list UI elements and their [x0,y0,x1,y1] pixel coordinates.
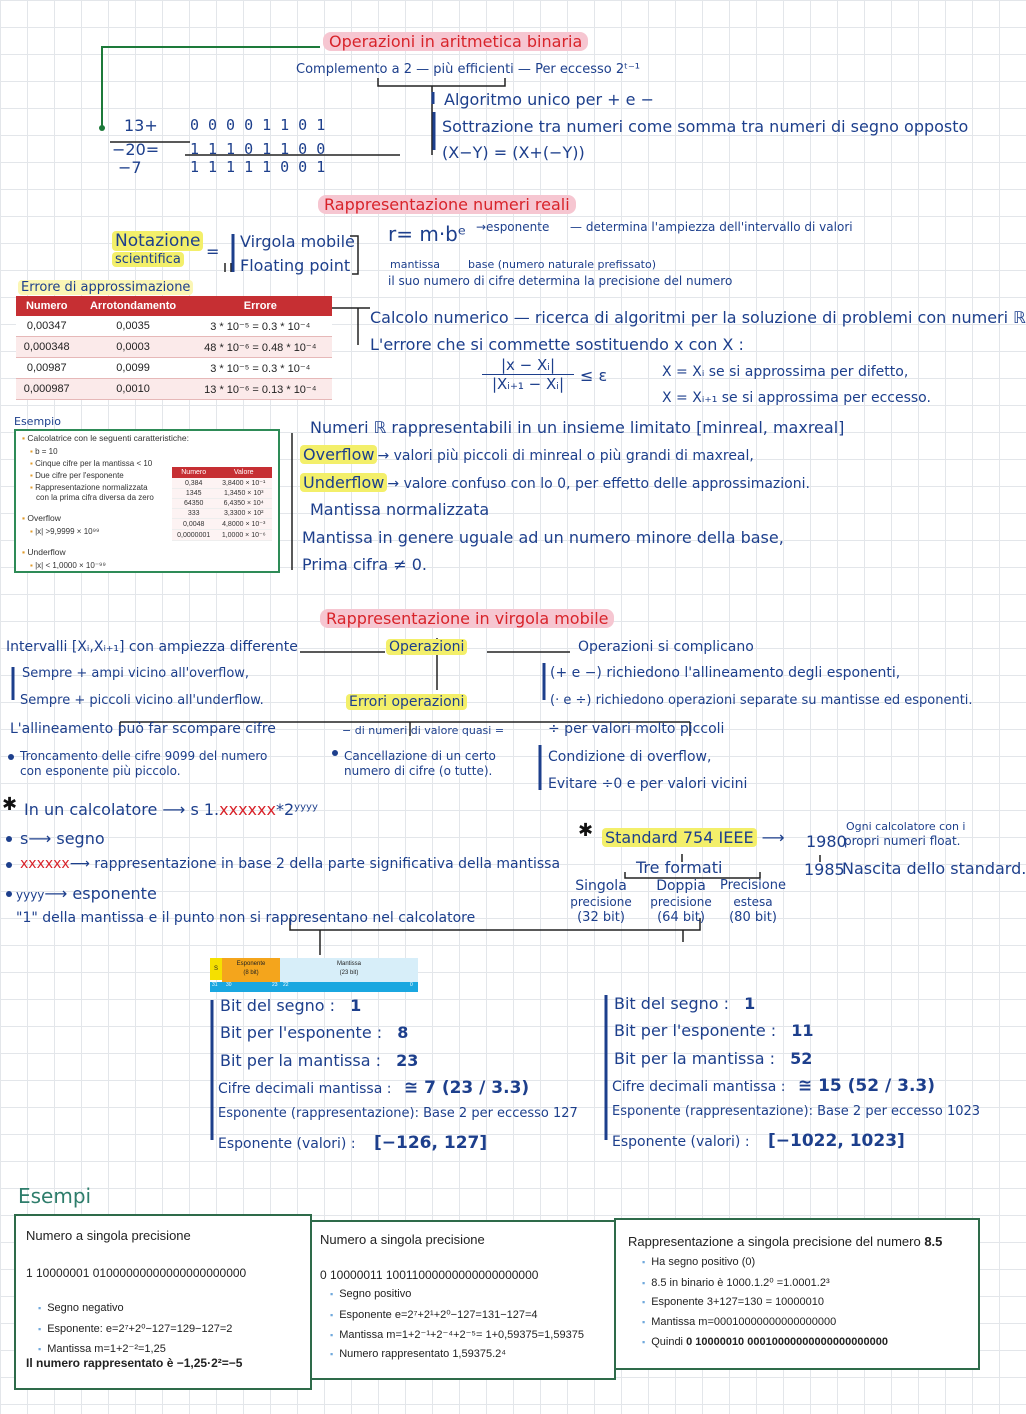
box2-bits: 0 10000011 10011000000000000000000 [320,1268,539,1282]
cell: 13 * 10⁻⁶ = 0.13 * 10⁻⁴ [189,379,332,400]
green-dot [99,125,105,131]
ex-item: con la prima cifra diversa da zero [36,493,154,502]
cell: 0,000987 [16,379,77,400]
single-mant: Bit per la mantissa : 23 [220,1051,419,1070]
calc-repr-one: "1" della mantissa e il punto non si rappresentano nel calcolatore [16,910,476,926]
binary-point-1: Algoritmo unico per + e − [444,90,654,109]
limits-l4: Mantissa normalizzata [310,500,490,519]
bin-row2-label: −20= [112,140,160,159]
esempi-title: Esempi [18,1184,92,1208]
e3-head: ÷ per valori molto piccoli [548,721,725,737]
table-row [172,499,272,509]
e3-text1: Condizione di overflow, [548,749,712,765]
double-exp-repr: Esponente (rappresentazione): Base 2 per eccesso 1023 [612,1104,981,1119]
calc-repr-x: xxxxxx⟶ rappresentazione in base 2 della parte significativa della mantissa [20,856,561,872]
bullet-dot [8,754,14,760]
err-col-numero: Numero [16,296,77,316]
single-sign: Bit del segno : 1 [220,996,362,1015]
ieee-standard: Standard 754 IEEE ⟶ [602,828,785,847]
example-box-3 [614,1218,980,1370]
format-extended: Precisione estesa (80 bit) [719,878,786,925]
bullet-dot [6,836,12,842]
calc-line1: Calcolo numerico — ricerca di algoritmi per la soluzione di problemi con numeri ℝ [370,308,1026,327]
cell: 333 [172,509,215,519]
box1-item: ▪ Mantissa m=1+2⁻²=1,25 [38,1342,166,1355]
table-row [16,358,332,379]
esempio-table [172,467,272,541]
box3-item: ▪ Esponente 3+127=130 = 10000010 [642,1296,824,1308]
limits-l5: Mantissa in genere uguale ad un numero minore della base, [302,528,784,547]
formula-base: base (numero naturale prefissato) [468,258,657,271]
box1-item: ▪ Esponente: e=2⁷+2⁰−127=129−127=2 [38,1322,232,1335]
bit-index-row [210,982,418,992]
cell: 0,00347 [16,316,77,337]
operazioni: Operazioni [386,639,467,655]
error-fraction: |x − Xᵢ| |Xᵢ₊₁ − Xᵢ| [482,356,574,393]
ex-overflow-v: ▪ |x| >9,9999 × 10⁹⁹ [30,527,100,536]
float-section-title: Rappresentazione in virgola mobile [320,609,614,628]
notazione-opt1: Virgola mobile [240,232,355,251]
binary-point-2: Sottrazione tra numeri come somma tra numeri di segno opposto [442,117,969,136]
error-le: ≤ ε [580,366,608,385]
e2-head: − di numeri di valore quasi = [342,724,505,737]
table-row [172,509,272,519]
ex-underflow: ▪ Underflow [22,547,66,557]
single-exp: Bit per l'esponente : 8 [220,1023,409,1042]
single-digits: Cifre decimali mantissa : ≅ 7 (23 / 3.3) [218,1078,530,1098]
sign-field: S [210,958,222,980]
year-1985-desc: Nascita dello standard. [842,859,1026,878]
cell: 0,0003 [77,337,188,358]
double-exp-range: Esponente (valori) : [−1022, 1023] [612,1131,905,1151]
case-excess: X = Xᵢ₊₁ se si approssima per eccesso. [662,390,931,406]
cell: 0,0010 [77,379,188,400]
err-col-errore: Errore [189,296,332,316]
err-col-arrot: Arrotondamento [77,296,188,316]
real-section-title: Rappresentazione numeri reali [318,195,576,214]
example-box-2 [310,1220,616,1380]
error-table [16,296,332,400]
format-single: Singola precisione (32 bit) [570,878,632,925]
mantissa-field: Mantissa (23 bit) [280,958,418,982]
ex-underflow-v: ▪ |x| < 1,0000 × 10⁻⁹⁹ [30,561,106,570]
ex-item: ▪ Cinque cifre per la mantissa < 10 [30,459,153,468]
star-icon: ✱ [2,794,18,815]
errori: Errori operazioni [346,694,467,710]
complement-row: Complemento a 2 — più efficienti — Per eccesso 2ᵗ⁻¹ [296,62,641,77]
bullet-dot [6,862,12,868]
ex-item: ▪ Due cifre per l'esponente [30,471,124,480]
notazione-opt2: Floating point [240,256,351,275]
bullet-dot [6,891,12,897]
ex-overflow: ▪ Overflow [22,513,61,523]
format-double: Doppia precisione (64 bit) [650,878,712,925]
box3-item: ▪ Mantissa m=00010000000000000000 [642,1316,836,1328]
bin-row3-bits: 11111001 [190,158,335,176]
cell: 64350 [172,499,215,509]
box3-item: ▪ Ha segno positivo (0) [642,1256,755,1268]
e2-text1: Cancellazione di un certo [344,749,496,763]
double-digits: Cifre decimali mantissa : ≅ 15 (52 / 3.3) [612,1076,936,1096]
table-row [172,519,272,530]
esempio-caption: Esempio [14,415,61,428]
ops-complic: Operazioni si complicano [578,639,754,655]
case-defect: X = Xᵢ se si approssima per difetto, [662,364,909,380]
table-row [16,316,332,337]
formula-mant-desc: il suo numero di cifre determina la precisione del numero [388,274,733,288]
e1-head: L'allineamento può far scompare cifre [10,721,276,737]
table-row [16,379,332,400]
year-1980-desc1: Ogni calcolatore con i [846,820,966,833]
double-mant: Bit per la mantissa : 52 [614,1049,813,1068]
box1-bits: 1 10000001 01000000000000000000000 [26,1266,247,1280]
year-1980: 1980 [806,832,847,851]
bin-row1-label: 13+ [124,116,158,135]
esempio-box [14,429,280,573]
bit-layout-bar [210,958,418,992]
double-exp: Bit per l'esponente : 11 [614,1021,814,1040]
binary-section-title: Operazioni in aritmetica binaria [323,32,588,51]
bin-row3-label: −7 [118,158,142,177]
year-1985: 1985 [804,860,845,879]
intervals: Intervalli [Xᵢ,Xᵢ₊₁] con ampiezza differente [6,639,298,655]
cell: 0,000348 [16,337,77,358]
formula-r: r= m·bᵉ [388,222,467,246]
star-icon: ✱ [578,820,594,841]
cell: 0,0099 [77,358,188,379]
cell: 0,0035 [77,316,188,337]
e1-text1: Troncamento delle cifre 9099 del numero [20,749,268,763]
bullet-dot [332,750,338,756]
intervals-1: Sempre + ampi vicino all'overflow, [22,666,250,681]
calc-repr-s: s⟶ segno [20,829,105,848]
limits-l1: Numeri ℝ rappresentabili in un insieme limitato [minreal, maxreal] [310,418,845,437]
calc-repr-y: yyyy⟶ esponente [16,884,157,903]
cell: 1,3450 × 10³ [215,489,272,499]
formula-mantissa: mantissa [390,258,440,271]
ops-1: (+ e −) richiedono l'allineamento degli esponenti, [550,665,901,681]
calc-line2: L'errore che si commette sostituendo x con X : [370,335,744,354]
year-1980-desc2: propri numeri float. [844,834,961,848]
box2-item: ▪ Mantissa m=1+2⁻¹+2⁻⁴+2⁻⁵= 1+0,59375=1,59375 [330,1328,584,1341]
table-row [172,478,272,489]
box2-title: Numero a singola precisione [320,1232,485,1247]
intervals-2: Sempre + piccoli vicino all'underflow. [20,693,264,708]
bit-index: 30 [226,982,232,988]
cell: 1345 [172,489,215,499]
e2-text2: numero di cifre (o tutte). [344,764,493,778]
table-row [172,530,272,541]
bit-index: 31 [212,982,218,988]
table-row [172,489,272,499]
cell: 0,0048 [172,519,215,530]
cell: 0,384 [172,478,215,489]
box2-item: ▪ Numero rappresentato 1,59375.2⁴ [330,1348,506,1360]
bit-index: 0 [410,982,413,988]
cell: 3 * 10⁻⁵ = 0.3 * 10⁻⁴ [189,358,332,379]
err-table-caption: Errore di approssimazione [18,280,193,295]
bin-row2-bits: 11101100 [190,140,335,158]
exponent-field: Esponente (8 bit) [222,958,280,982]
cell: 1,0000 × 10⁻⁶ [215,530,272,541]
cell: 3,3300 × 10² [215,509,272,519]
e3-text2: Evitare ÷0 e per valori vicini [548,776,748,792]
limits-l6: Prima cifra ≠ 0. [302,555,427,574]
single-exp-range: Esponente (valori) : [−126, 127] [218,1133,488,1153]
box1-title: Numero a singola precisione [26,1228,191,1243]
bit-index: 23 [272,982,278,988]
calc-repr-head: In un calcolatore ⟶ s 1.xxxxxx*2ʸʸʸʸ [24,800,318,819]
limits-underflow: Underflow → valore confuso con lo 0, per effetto delle approssimazioni. [300,473,810,492]
ex-title: ▪ Calcolatrice con le seguenti caratteristiche: [22,433,189,443]
ex-item: ▪ Rappresentazione normalizzata [30,483,148,492]
cell: 3 * 10⁻⁵ = 0.3 * 10⁻⁴ [189,316,332,337]
box1-result: Il numero rappresentato è −1,25·2²=−5 [26,1356,243,1370]
cell: 4,8000 × 10⁻³ [215,519,272,530]
notazione-label: Notazione scientifica [112,233,203,268]
ops-2: (· e ÷) richiedono operazioni separate su mantisse ed esponenti. [550,693,973,708]
cell: 48 * 10⁻⁶ = 0.48 * 10⁻⁴ [189,337,332,358]
formula-exp-desc: — determina l'ampiezza dell'intervallo di valori [570,220,853,234]
box2-item: ▪ Esponente e=2⁷+2¹+2⁰−127=131−127=4 [330,1308,538,1321]
notazione-eq: = [206,242,220,261]
cell: 6,4350 × 10⁴ [215,499,272,509]
box3-item: ▪ Quindi 0 10000010 00010000000000000000000 [642,1336,888,1348]
table-row [16,337,332,358]
bin-row1-bits: 00001101 [190,116,335,134]
single-exp-repr: Esponente (rappresentazione): Base 2 per eccesso 127 [218,1106,578,1121]
col: Valore [215,467,272,478]
tre-formati: Tre formati [636,858,723,877]
box3-item: ▪ 8.5 in binario è 1000.1.2⁰ =1.0001.2³ [642,1276,830,1289]
bit-index: 22 [283,982,289,988]
limits-overflow: Overflow → valori più piccoli di minreal o più grandi di maxreal, [300,445,754,464]
formula-arrow-exp: →esponente [476,220,550,234]
box3-title: Rappresentazione a singola precisione del numero 8.5 [628,1234,943,1249]
cell: 0,0000001 [172,530,215,541]
ex-item: ▪ b = 10 [30,447,58,456]
double-sign: Bit del segno : 1 [614,994,756,1013]
binary-point-3: (X−Y) = (X+(−Y)) [442,143,585,162]
col: Numero [172,467,215,478]
box2-item: ▪ Segno positivo [330,1288,411,1300]
cell: 0,00987 [16,358,77,379]
example-box-1 [14,1214,312,1390]
e1-text2: con esponente più piccolo. [20,764,181,778]
cell: 3,8400 × 10⁻¹ [215,478,272,489]
box1-item: ▪ Segno negativo [38,1302,124,1314]
